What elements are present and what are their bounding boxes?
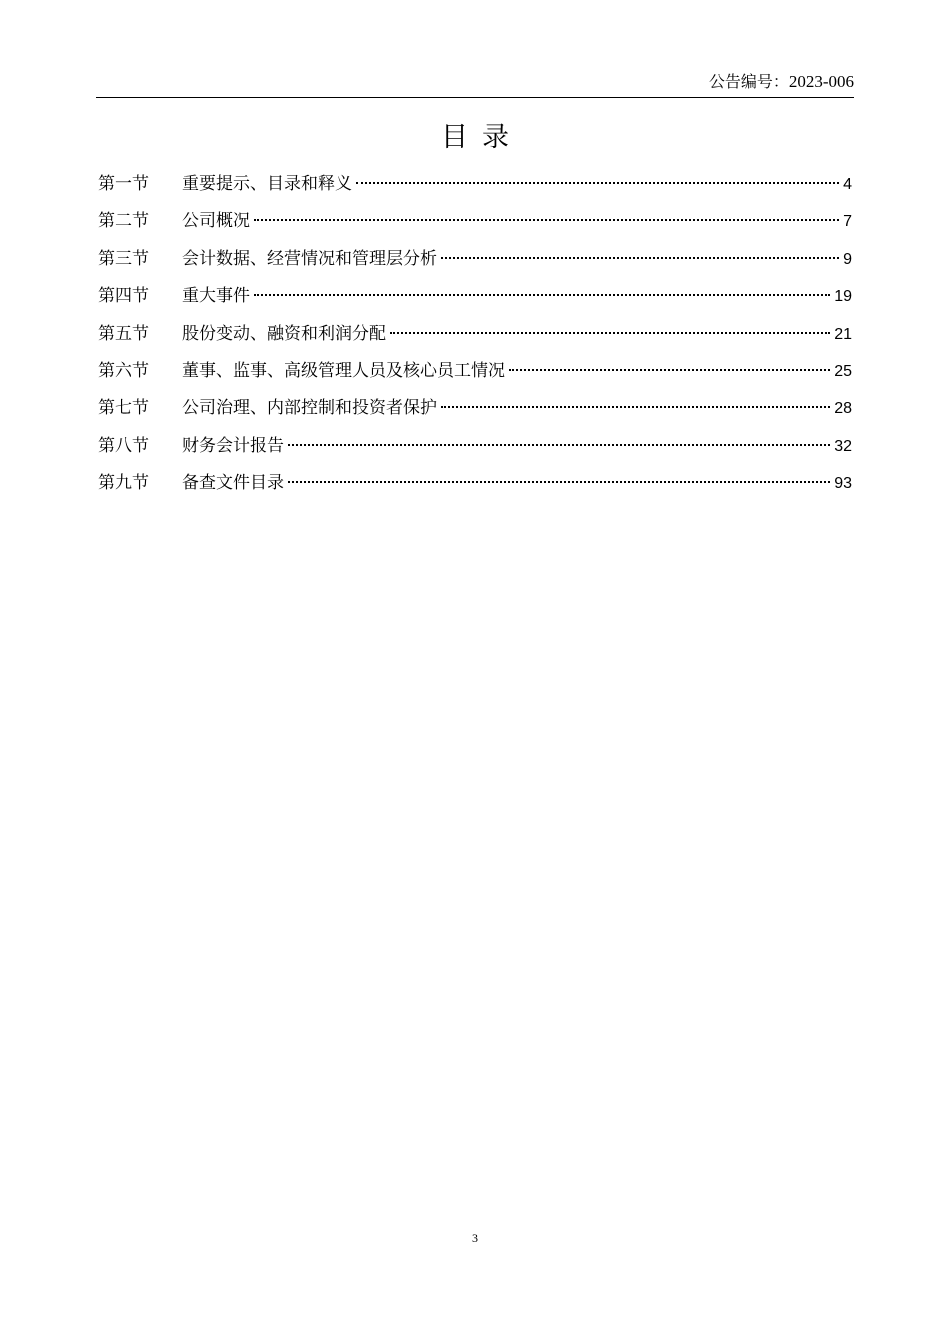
toc-section-label: 第七节 (98, 398, 149, 419)
toc-dot-leader (441, 257, 839, 259)
announcement-number (96, 70, 854, 94)
toc-entry-1[interactable] (98, 166, 852, 203)
toc-page-number: 32 (834, 437, 852, 455)
toc-entry-3[interactable] (98, 241, 852, 278)
announcement-number-value: 2023-006 (788, 72, 854, 91)
toc-page-number: 4 (843, 176, 852, 193)
toc-section-title: 财务会计报告 (182, 435, 284, 456)
toc-section-label: 第六节 (98, 360, 149, 381)
toc-section-label: 第五节 (98, 323, 149, 344)
announcement-number-label: 公告编号： (708, 72, 789, 91)
toc-dot-leader (288, 444, 830, 446)
toc-entry-5[interactable] (98, 316, 852, 353)
toc-page-number: 21 (834, 325, 852, 343)
toc-page-number: 25 (834, 362, 852, 380)
toc-entry-9[interactable] (98, 465, 852, 502)
toc-dot-leader (509, 369, 830, 371)
toc-section-label: 第一节 (98, 174, 149, 194)
toc-page-number: 93 (834, 475, 852, 493)
toc-section-title: 董事、监事、高级管理人员及核心员工情况 (182, 360, 505, 381)
footer-page-number: 3 (472, 1231, 478, 1245)
toc-page-number: 28 (834, 400, 852, 418)
toc-title: 目录 (441, 122, 523, 153)
toc-entry-6[interactable] (98, 353, 852, 390)
toc-dot-leader (390, 332, 830, 334)
toc-dot-leader (254, 294, 830, 296)
toc-section-title: 备查文件目录 (182, 473, 284, 494)
toc-section-title: 股份变动、融资和利润分配 (182, 323, 386, 344)
toc-entry-8[interactable] (98, 428, 852, 465)
toc-section-title: 重大事件 (182, 286, 250, 307)
toc-entry-7[interactable] (98, 390, 852, 427)
toc-section-title: 会计数据、经营情况和管理层分析 (182, 248, 437, 269)
toc-section-label: 第三节 (98, 248, 149, 269)
toc-section-label: 第二节 (98, 211, 149, 232)
toc-section-label: 第九节 (98, 473, 149, 494)
toc-section-title: 公司治理、内部控制和投资者保护 (182, 398, 437, 419)
toc-section-label: 第四节 (98, 286, 149, 307)
toc-section-label: 第八节 (98, 435, 149, 456)
toc-page-number: 19 (834, 288, 852, 306)
toc-dot-leader (441, 406, 830, 408)
toc-dot-leader (288, 481, 830, 483)
toc-entry-2[interactable] (98, 203, 852, 240)
header-divider (96, 97, 854, 98)
toc-section-title: 公司概况 (182, 211, 250, 232)
toc-page-number: 9 (843, 250, 852, 268)
toc-dot-leader (254, 219, 839, 221)
toc-dot-leader (356, 182, 839, 184)
table-of-contents (98, 166, 852, 503)
toc-section-title: 重要提示、目录和释义 (182, 174, 352, 194)
toc-page-number: 7 (843, 213, 852, 231)
toc-entry-4[interactable] (98, 278, 852, 315)
